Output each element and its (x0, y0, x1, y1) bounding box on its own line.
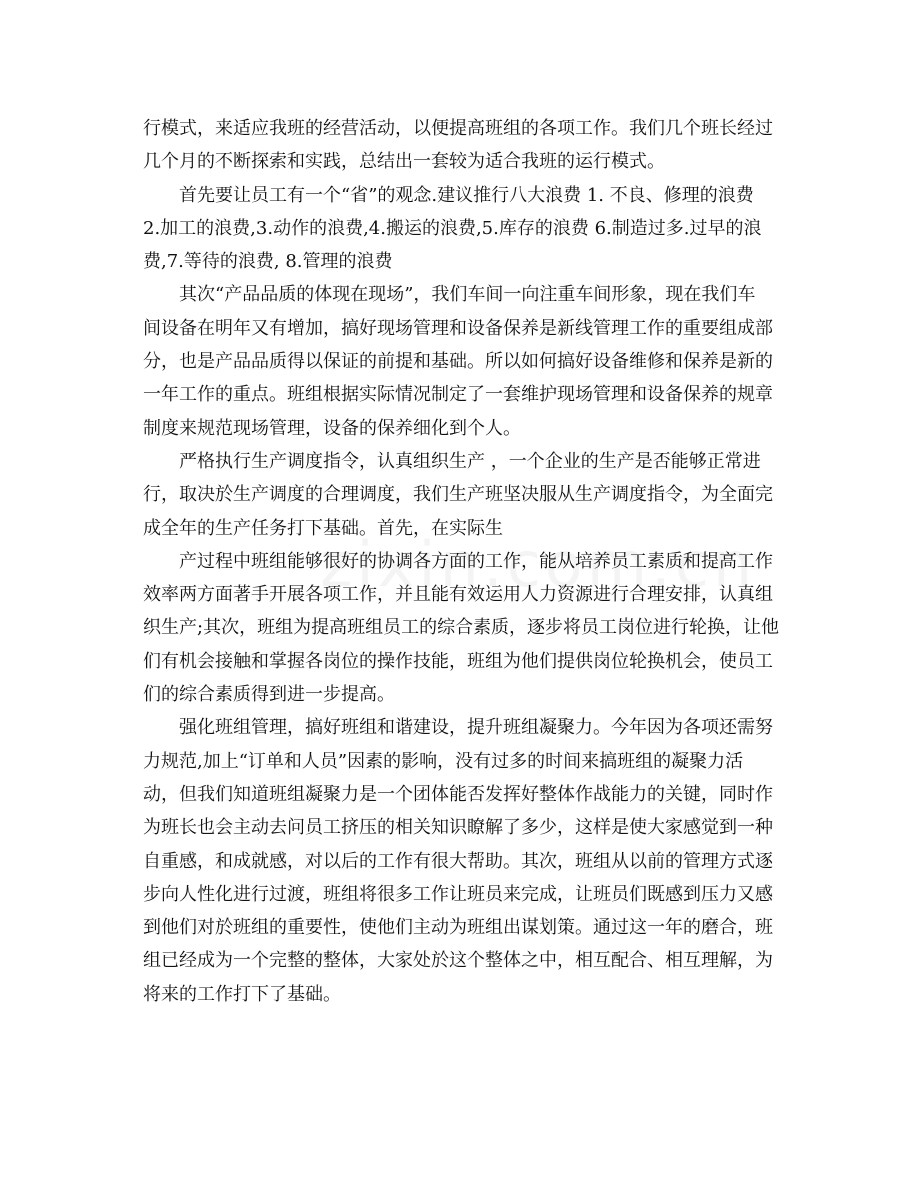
text-line: 行，取决於生产调度的合理调度，我们生产班坚决服从生产调度指令，为全面完 (143, 484, 773, 506)
text-line: 其次“产品品质的体现在现场”，我们车间一向注重车间形象，现在我们车 (179, 284, 756, 306)
text-line: 首先要让员工有一个“省”的观念.建议推行八大浪费 1. 不良、修理的浪费 (179, 184, 754, 206)
text-line: 自重感，和成就感，对以后的工作有很大帮助。其次，班组从以前的管理方式逐 (143, 850, 773, 872)
text-line: 行模式，来适应我班的经营活动，以便提高班组的各项工作。我们几个班长经过 (143, 118, 773, 139)
text-line: 效率两方面著手开展各项工作，并且能有效运用人力资源进行合理安排，认真组 (143, 584, 773, 606)
paragraph (143, 112, 779, 179)
text-line: 强化班组管理，搞好班组和谐建设，提升班组凝聚力。今年因为各项还需努 (179, 717, 773, 739)
text-line: 到他们对於班组的重要性，使他们主动为班组出谋划策。通过这一年的磨合，班 (143, 917, 773, 939)
text-line: 一年工作的重点。班组根据实际情况制定了一套维护现场管理和设备保养的规章 (143, 384, 773, 406)
text-line: 力规范,加上“订单和人员”因素的影响，没有过多的时间来搞班组的凝聚力活 (143, 750, 744, 772)
text-line: 制度来规范现场管理，设备的保养细化到个人。 (143, 417, 521, 439)
text-line: 为班长也会主动去问员工挤压的相关知识瞭解了多少，这样是使大家感觉到一种 (143, 817, 773, 839)
text-line: 间设备在明年又有增加，搞好现场管理和设备保养是新线管理工作的重要组成部 (143, 317, 773, 339)
text-line: 分，也是产品品质得以保证的前提和基础。所以如何搞好设备维修和保养是新的 (143, 351, 773, 373)
document-body (143, 112, 779, 1011)
text-line: 几个月的不断探索和实践，总结出一套较为适合我班的运行模式。 (143, 151, 665, 173)
text-line: 费,7.等待的浪费, 8.管理的浪费 (143, 251, 393, 273)
text-line: 织生产;其次，班组为提高班组员工的综合素质，逐步将员工岗位进行轮换，让他 (143, 617, 780, 639)
text-line: 们的综合素质得到进一步提高。 (143, 684, 395, 706)
paragraph (143, 179, 779, 279)
text-line: 们有机会接触和掌握各岗位的操作技能，班组为他们提供岗位轮换机会，使员工 (143, 650, 773, 672)
paragraph (143, 711, 779, 1011)
text-line: 动，但我们知道班组凝聚力是一个团体能否发挥好整体作战能力的关键，同时作 (143, 783, 773, 805)
text-line: 严格执行生产调度指令，认真组织生产 ，一个企业的生产是否能够正常进 (179, 450, 761, 472)
text-line: 组已经成为一个完整的整体，大家处於这个整体之中，相互配合、相互理解，为 (143, 950, 773, 972)
paragraph (143, 278, 779, 444)
text-line: 将来的工作打下了基础。 (143, 983, 341, 1005)
text-line: 成全年的生产任务打下基础。首先，在实际生 (143, 517, 503, 539)
paragraph (143, 445, 779, 545)
paragraph (143, 545, 779, 711)
text-line: 产过程中班组能够很好的协调各方面的工作，能从培养员工素质和提高工作 (179, 550, 773, 572)
text-line: 2.加工的浪费,3.动作的浪费,4.搬运的浪费,5.库存的浪费 6.制造过多.过早的浪 (143, 217, 762, 239)
text-line: 步向人性化进行过渡，班组将很多工作让班员来完成，让班员们既感到压力又感 (143, 883, 773, 905)
